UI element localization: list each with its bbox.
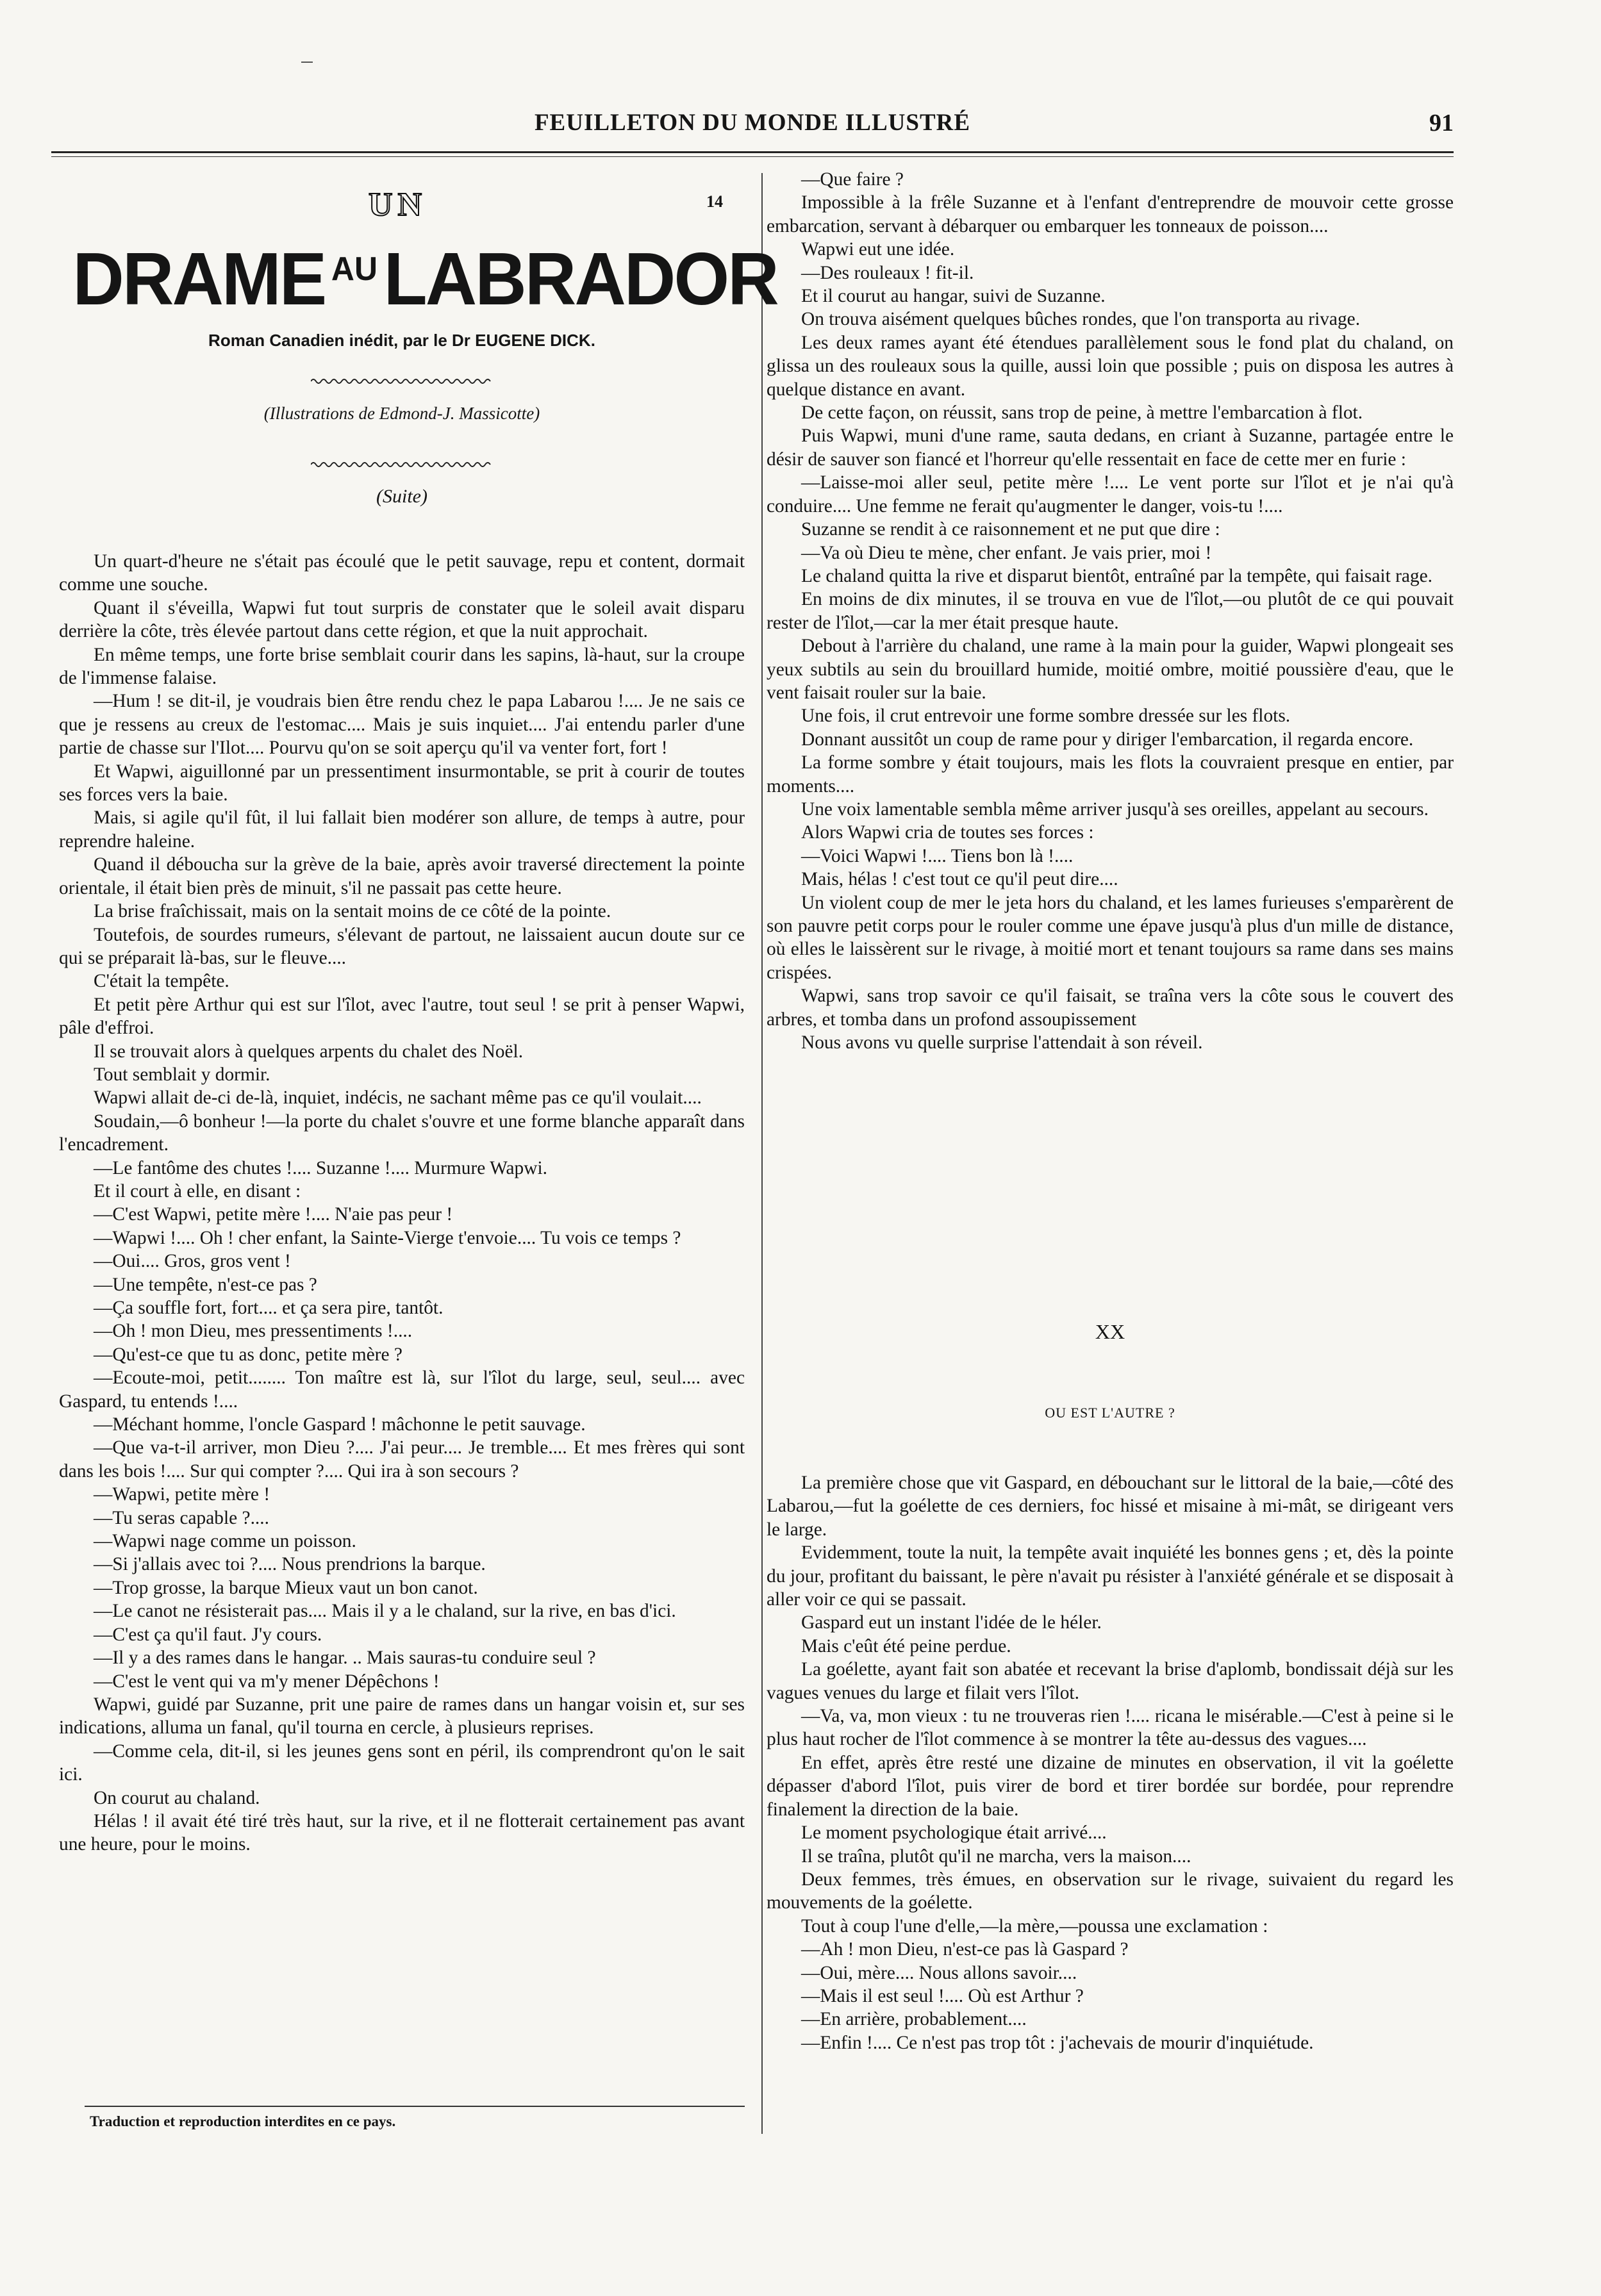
paragraph: Suzanne se rendit à ce raisonnement et ne put que dire :: [801, 519, 1220, 540]
paragraph: —Le canot ne résisterait pas.... Mais il y a le chaland, sur la rive, en bas d'ici.: [94, 1601, 676, 1622]
paragraph: —Oui.... Gros, gros vent !: [94, 1251, 291, 1272]
paragraph: C'était la tempête.: [94, 971, 229, 992]
paragraph: Un quart-d'heure ne s'était pas écoulé que le petit sauvage, repu et content, dormait comme une souche.: [59, 551, 745, 595]
running-title: FEUILLETON DU MONDE ILLUSTRÉ: [534, 110, 971, 136]
paragraph: Tout à coup l'une d'elle,—la mère,—poussa une exclamation :: [801, 1915, 1268, 1937]
paragraph: —Enfin !.... Ce n'est pas trop tôt : j'achevais de mourir d'inquiétude.: [801, 2032, 1314, 2053]
paragraph: Wapwi, sans trop savoir ce qu'il faisait, se traîna vers la côte sous le couvert des arbres, et tomba dans un profond assoupissement: [767, 986, 1454, 1030]
paragraph: —En arrière, probablement....: [801, 2009, 1027, 2030]
paragraph: Wapwi eut une idée.: [801, 239, 955, 260]
paragraph: De cette façon, on réussit, sans trop de peine, à mettre l'embarcation à flot.: [801, 402, 1363, 424]
main-title-au: AU: [331, 251, 378, 288]
paragraph: —C'est Wapwi, petite mère !.... N'aie pas peur !: [94, 1204, 453, 1225]
paragraph: Quant il s'éveilla, Wapwi fut tout surpris de constater que le soleil avait disparu derrière la côte, très élevée partout dans cette région, et que la nuit approchait.: [59, 597, 745, 642]
paragraph: Le moment psychologique était arrivé....: [801, 1822, 1107, 1844]
paragraph: —C'est le vent qui va m'y mener Dépêchons !: [94, 1671, 440, 1692]
paragraph: —Si j'allais avec toi ?.... Nous prendrions la barque.: [94, 1554, 486, 1575]
column-divider: [761, 173, 763, 2134]
paragraph: La brise fraîchissait, mais on la sentait moins de ce côté de la pointe.: [94, 901, 611, 922]
wavy-ornament: [311, 377, 493, 386]
paragraph: Et petit père Arthur qui est sur l'îlot, avec l'autre, tout seul ! se prit à penser Wapwi, pâle d'effroi.: [59, 994, 745, 1039]
left-column: [59, 550, 745, 1856]
paragraph: Soudain,—ô bonheur !—la porte du chalet s'ouvre et une forme blanche apparaît dans l'encadrement.: [59, 1111, 745, 1155]
subtitle: Roman Canadien inédit, par le Dr EUGENE DICK.: [208, 331, 595, 350]
paragraph: —Wapwi !.... Oh ! cher enfant, la Sainte-Vierge t'envoie.... Tu vois ce temps ?: [94, 1227, 681, 1248]
paragraph: Un violent coup de mer le jeta hors du chaland, et les lames furieuses s'emparèrent de son pauvre petit corps pour le rouler comme une épave jusqu'à plus d'un mille de distance, où elles le laissèrent sur le rivage, à moitié mort et tenant toujours sa rame dans ses mains crispées.: [767, 892, 1454, 983]
paragraph: —Tu seras capable ?....: [94, 1507, 269, 1528]
paragraph: —Oui, mère.... Nous allons savoir....: [801, 1962, 1077, 1983]
paragraph: —Mais il est seul !.... Où est Arthur ?: [801, 1985, 1084, 2006]
paragraph: On trouva aisément quelques bûches rondes, que l'on transporta au rivage.: [801, 309, 1361, 330]
paragraph: Nous avons vu quelle surprise l'attendait à son réveil.: [801, 1032, 1203, 1053]
paragraph: Deux femmes, très émues, en observation sur le rivage, suivaient du regard les mouvements de la goélette.: [767, 1869, 1454, 1913]
footnote: Traduction et reproduction interdites en ce pays.: [90, 2113, 396, 2129]
paragraph: —Laisse-moi aller seul, petite mère !.... Le vent porte sur l'îlot et je n'ai qu'à conduire.... Une femme ne ferait qu'augmenter le danger, vois-tu !....: [767, 472, 1454, 516]
paragraph: Tout semblait y dormir.: [94, 1064, 270, 1085]
paragraph: La première chose que vit Gaspard, en débouchant sur le littoral de la baie,—côté des Labarou,—fut la goélette de ces derniers, foc hissé et misaine à mi-mât, se dirigeant vers le large.: [767, 1473, 1454, 1540]
paragraph: En effet, après être resté une dizaine de minutes en observation, il vit la goélette dépasser d'abord l'îlot, puis virer de bord et tirer bordée sur bordée, pour reprendre finalement la direction de la baie.: [767, 1752, 1454, 1820]
paragraph: Le chaland quitta la rive et disparut bientôt, entraîné par la tempête, qui faisait rage.: [801, 565, 1433, 586]
stray-mark: [301, 62, 313, 63]
paragraph: Quand il déboucha sur la grève de la baie, après avoir traversé directement la pointe orientale, il était bien près de minuit, s'il ne passait pas cette heure.: [59, 854, 745, 898]
paragraph: —Méchant homme, l'oncle Gaspard ! mâchonne le petit sauvage.: [94, 1414, 586, 1435]
header-rule-thin: [51, 156, 1454, 157]
page-header: [51, 109, 1454, 147]
paragraph: —Wapwi nage comme un poisson.: [94, 1531, 356, 1552]
paragraph: La forme sombre y était toujours, mais les flots la couvraient presque en entier, par moments....: [767, 752, 1454, 797]
title-un: UN: [369, 186, 427, 223]
main-title-left: DRAME: [72, 237, 326, 320]
main-title: [72, 236, 777, 322]
illustrations-credit: (Illustrations de Edmond-J. Massicotte): [263, 404, 540, 423]
paragraph: Gaspard eut un instant l'idée de le héler.: [801, 1612, 1102, 1633]
paragraph: —Que va-t-il arriver, mon Dieu ?.... J'ai peur.... Je tremble.... Et mes frères qui sont dans les bois !.... Sur qui compter ?.... Qui ira à son secours ?: [59, 1437, 745, 1482]
paragraph: —Une tempête, n'est-ce pas ?: [94, 1274, 317, 1295]
chapter-title: OU EST L'AUTRE ?: [1045, 1405, 1175, 1421]
paragraph: Une fois, il crut entrevoir une forme sombre dressée sur les flots.: [801, 706, 1291, 727]
paragraph: —Va où Dieu te mène, cher enfant. Je vais prier, moi !: [801, 542, 1212, 563]
paragraph: Wapwi, guidé par Suzanne, prit une paire de rames dans un hangar voisin et, sur ses indications, alluma un fanal, qu'il tourna en cercle, à plusieurs reprises.: [59, 1694, 745, 1739]
footnote-rule: [85, 2106, 745, 2107]
paragraph: —Qu'est-ce que tu as donc, petite mère ?: [94, 1344, 402, 1365]
paragraph: Mais, hélas ! c'est tout ce qu'il peut dire....: [801, 869, 1118, 890]
paragraph: —Oh ! mon Dieu, mes pressentiments !....: [94, 1321, 413, 1342]
paragraph: —C'est ça qu'il faut. J'y cours.: [94, 1624, 322, 1645]
paragraph: Impossible à la frêle Suzanne et à l'enfant d'entreprendre de mouvoir cette grosse embarcation, servant à débarquer ou embarquer les tonneaux de poisson....: [767, 192, 1454, 236]
paragraph: —Il y a des rames dans le hangar. .. Mais sauras-tu conduire seul ?: [94, 1648, 596, 1669]
paragraph: —Que faire ?: [801, 169, 904, 190]
paragraph: —Va, va, mon vieux : tu ne trouveras rien !.... ricana le misérable.—C'est à peine si le plus haut rocher de l'îlot commence à se montrer la tête au-dessus des vagues....: [767, 1706, 1454, 1750]
paragraph: Il se trouvait alors à quelques arpents du chalet des Noël.: [94, 1041, 524, 1062]
suite-label: (Suite): [376, 486, 427, 507]
paragraph: —Comme cela, dit-il, si les jeunes gens sont en péril, ils comprendront qu'on le sait ici.: [59, 1740, 745, 1785]
paragraph: —Ah ! mon Dieu, n'est-ce pas là Gaspard ?: [801, 1939, 1129, 1960]
paragraph: Et il court à elle, en disant :: [94, 1180, 301, 1202]
paragraph: —Trop grosse, la barque Mieux vaut un bon canot.: [94, 1577, 478, 1598]
chapter-column: [767, 1471, 1454, 2054]
paragraph: Une voix lamentable sembla même arriver jusqu'à ses oreilles, appelant au secours.: [801, 798, 1429, 820]
right-column: [767, 168, 1454, 1054]
chapter-number: XX: [1095, 1320, 1125, 1343]
paragraph: Et Wapwi, aiguillonné par un pressentiment insurmontable, se prit à courir de toutes ses forces vers la baie.: [59, 761, 745, 805]
paragraph: Evidemment, toute la nuit, la tempête avait inquiété les bonnes gens ; et, dès la pointe du jour, profitant du baissant, le père n'avait pu résister à l'anxiété générale et se disposait à aller voir ce qui se passait.: [767, 1542, 1454, 1610]
paragraph: —Ecoute-moi, petit........ Ton maître est là, sur l'îlot du large, seul, seul.... avec Gaspard, tu entends !....: [59, 1367, 745, 1412]
paragraph: Toutefois, de sourdes rumeurs, s'élevant de partout, ne laissaient aucun doute sur ce qui se préparait là-bas, sur le fleuve....: [59, 924, 745, 968]
paragraph: —Hum ! se dit-il, je voudrais bien être rendu chez le papa Labarou !.... Je ne sais ce que je ressens au creux de l'estomac.... Mais je suis inquiet.... J'ai entendu parler d'une partie de chasse sur l'Ilot.... Pourvu qu'on se soit aperçu qu'il va venter fort, fort !: [59, 691, 745, 759]
paragraph: Les deux rames ayant été étendues parallèlement sous le fond plat du chaland, on glissa un des rouleaux sous la quille, aussi loin que possible ; puis on disposa les autres à quelque distance en avant.: [767, 332, 1454, 400]
paragraph: Wapwi allait de-ci de-là, inquiet, indécis, ne sachant même pas ce qu'il voulait....: [94, 1087, 702, 1109]
paragraph: Mais, si agile qu'il fût, il lui fallait bien modérer son allure, de temps à autre, pour reprendre haleine.: [59, 807, 745, 852]
paragraph: Debout à l'arrière du chaland, une rame à la main pour la guider, Wapwi plongeait ses yeux subtils au sein du brouillard humide, moitié ombre, moitié poussière d'eau, que le vent faisait rouler sur la baie.: [767, 636, 1454, 703]
paragraph: Hélas ! il avait été tiré très haut, sur la rive, et il ne flotterait certainement pas avant une heure, pour le moins.: [59, 1810, 745, 1855]
paragraph: —Ça souffle fort, fort.... et ça sera pire, tantôt.: [94, 1298, 444, 1318]
paragraph: Il se traîna, plutôt qu'il ne marcha, vers la maison....: [801, 1846, 1191, 1867]
paragraph: Puis Wapwi, muni d'une rame, sauta dedans, en criant à Suzanne, partagée entre le désir de sauver son fiancé et l'horreur qu'elle ressentait en face de cette mer en furie :: [767, 425, 1454, 470]
paragraph: En moins de dix minutes, il se trouva en vue de l'îlot,—ou plutôt de ce qui pouvait rester de l'îlot,—car la mer était presque haute.: [767, 589, 1454, 633]
paragraph: Et il courut au hangar, suivi de Suzanne.: [801, 286, 1106, 307]
installment-number: 14: [706, 192, 723, 211]
paragraph: —Des rouleaux ! fit-il.: [801, 262, 974, 283]
header-rule: [51, 151, 1454, 153]
paragraph: Donnant aussitôt un coup de rame pour y diriger l'embarcation, il regarda encore.: [801, 729, 1414, 750]
wavy-ornament: [311, 460, 493, 469]
paragraph: En même temps, une forte brise semblait courir dans les sapins, là-haut, sur la croupe de l'immense falaise.: [59, 644, 745, 689]
paragraph: —Voici Wapwi !.... Tiens bon là !....: [801, 845, 1074, 866]
paragraph: La goélette, ayant fait son abatée et recevant la brise d'aplomb, bondissait déjà sur les vagues venues du large et filait vers l'îlot.: [767, 1659, 1454, 1703]
paragraph: Mais c'eût été peine perdue.: [801, 1635, 1011, 1656]
page-number: 91: [1429, 110, 1454, 136]
paragraph: —Le fantôme des chutes !.... Suzanne !.... Murmure Wapwi.: [94, 1157, 547, 1178]
main-title-right: LABRADOR: [383, 237, 777, 320]
paragraph: —Wapwi, petite mère !: [94, 1484, 270, 1505]
paragraph: Alors Wapwi cria de toutes ses forces :: [801, 822, 1094, 843]
paragraph: On courut au chaland.: [94, 1787, 260, 1808]
